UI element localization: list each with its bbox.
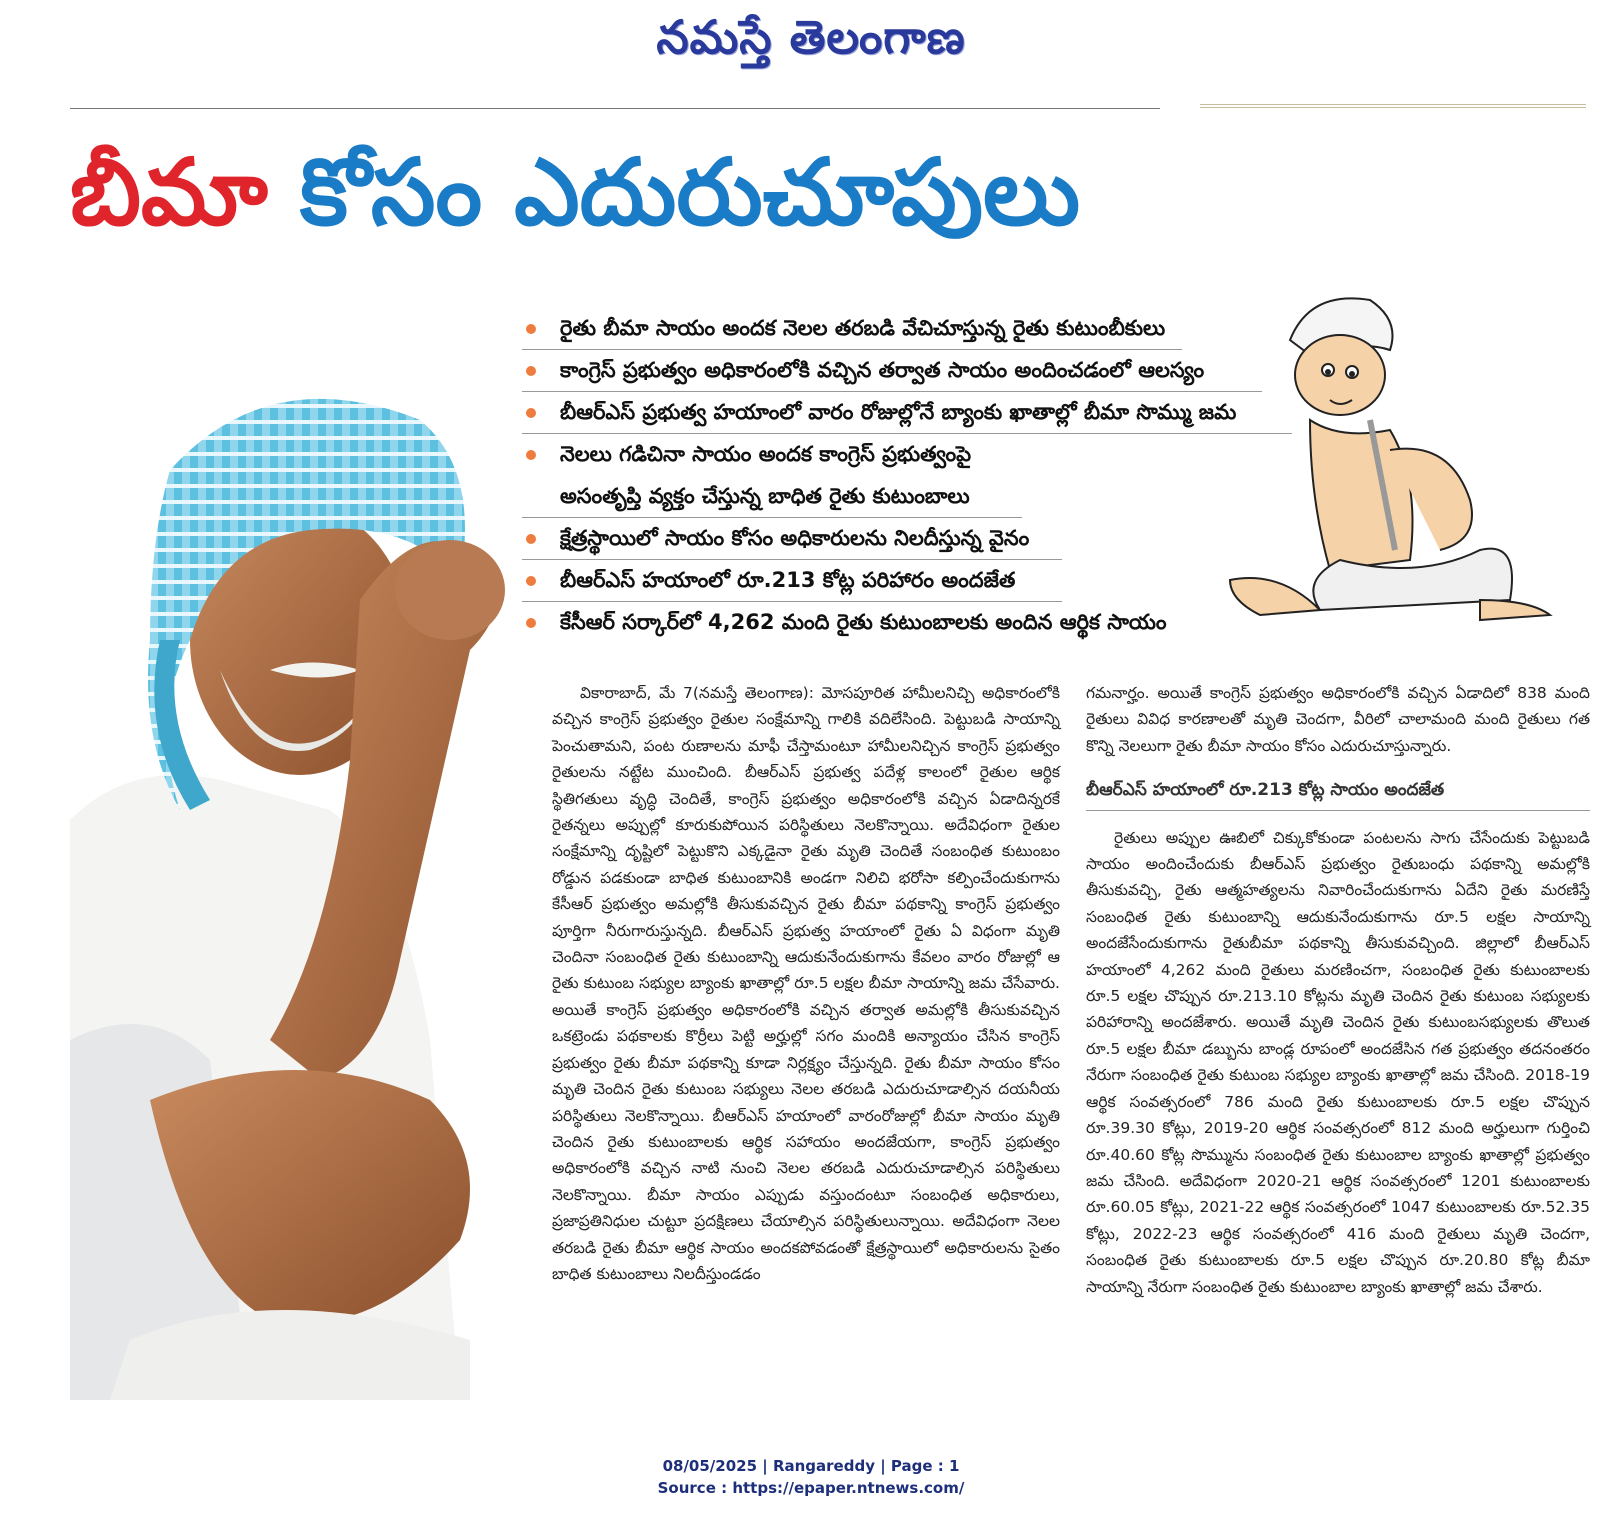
highlight-text: నెలలు గడిచినా సాయం అందక కాంగ్రెస్ ప్రభుత్వంపై (560, 442, 972, 466)
header-divider-right (1200, 104, 1586, 108)
headline-red: బీమా (70, 139, 268, 246)
headline (70, 128, 1590, 258)
article-paragraph: రైతులు అప్పుల ఊబిలో చిక్కుకోకుండా పంటలను సాగు చేసేందుకు పెట్టుబడి సాయం అందించేందుకు బీఆర్ఎస్ ప్రభుత్వం రైతుబంధు పథకాన్ని అమల్లోకి తీసుకువచ్చి, రైతు ఆత్మహత్యలను నివారించేందుకుగాను ఏదేని రైతు మరణిస్తే సంబంధిత రైతు కుటుంబాన్ని ఆదుకునేందుకుగాను రూ.5 లక్షల సాయాన్ని అందజేసేందుకుగాను రైతుబీమా పథకాన్ని తీసుకువచ్చింది. జిల్లాలో బీఆర్ఎస్ హయాంలో 4,262 మంది రైతులు మరణించగా, సంబంధిత రైతు కుటుంబాలకు రూ.5 లక్షల చొప్పున రూ.213.10 కోట్లను మృతి చెందిన రైతు కుటుంబ సభ్యులకు పరిహారాన్ని అందజేశారు. అయితే మృతి చెందిన రైతు కుటుంబసభ్యులకు తొలుత రూ.5 లక్షల బీమా డబ్బును బాండ్ల రూపంలో అందజేసిన గత ప్రభుత్వం తదనంతరం నేరుగా సంబంధిత రైతు కుటుంబ సభ్యుల బ్యాంకు ఖాతాల్లో జమ చేసింది. 2018-19 ఆర్థిక సంవత్సరంలో 786 మంది రైతు కుటుంబాలకు రూ.5 లక్షల చొప్పున రూ.39.30 కోట్లు, 2019-20 ఆర్థిక సంవత్సరంలో 812 మంది అర్హులుగా గుర్తించి రూ.40.60 కోట్ల సొమ్మును సంబంధిత రైతు కుటుంబాల బ్యాంకు ఖాతాల్లో ప్రభుత్వం జమ చేసింది. అదేవిధంగా 2020-21 ఆర్థిక సంవత్సరంలో 1201 కుటుంబాలకు రూ.60.05 కోట్లు, 2021-22 ఆర్థిక సంవత్సరంలో 1047 కుటుంబాలకు రూ.52.35 కోట్లు, 2022-23 ఆర్థిక సంవత్సరంలో 416 మంది రైతులు మృతి చెందగా, సంబంధిత రైతు కుటుంబాలకు రూ.5 లక్షల చొప్పున రూ.20.80 కోట్ల బీమా సాయాన్ని నేరుగా సంబంధిత రైతు కుటుంబాల బ్యాంకు ఖాతాల్లో జమ చేశారు. (1086, 828, 1590, 1296)
highlight-item (522, 350, 1300, 392)
highlight-text: అసంతృప్తి వ్యక్తం చేస్తున్న బాధిత రైతు కుటుంబాలు (560, 484, 970, 508)
article-column-2 (1086, 680, 1590, 1300)
article-paragraph: గమనార్హం. అయితే కాంగ్రెస్ ప్రభుత్వం అధికారంలోకి వచ్చిన ఏడాదిలో 838 మంది రైతులు వివిధ కారణాలతో మృతి చెందగా, వీరిలో చాలామంది మంది రైతులు గత కొన్ని నెలలుగా రైతు బీమా సాయం కోసం ఎదురుచూస్తున్నారు. (1086, 684, 1590, 755)
highlight-item (522, 434, 1060, 476)
highlight-item (522, 518, 1100, 560)
farmer-cartoon (1220, 280, 1560, 650)
highlight-item-continued (522, 476, 1060, 518)
page-footer (0, 1455, 1622, 1499)
header-divider (70, 108, 1160, 109)
highlight-text: క్షేత్రస్థాయిలో సాయం కోసం అధికారులను నిలదీస్తున్న వైనం (560, 526, 1030, 550)
article-column-1 (552, 680, 1060, 1287)
highlight-text: బీఆర్ఎస్ ప్రభుత్వ హయాంలో వారం రోజుల్లోనే బ్యాంకు ఖాతాల్లో బీమా సొమ్ము జమ (560, 400, 1237, 424)
farmer-photo (70, 340, 550, 1400)
footer-edition-info: 08/05/2025 | Rangareddy | Page : 1 (662, 1457, 960, 1475)
bullet-dot-icon (526, 324, 536, 334)
headline-blue: కోసం ఎదురుచూపులు (299, 139, 1081, 246)
highlight-text: కేసీఆర్ సర్కార్‌లో 4,262 మంది రైతు కుటుంబాలకు అందిన ఆర్థిక సాయం (560, 610, 1167, 634)
highlight-item (522, 560, 1100, 602)
highlight-text: కాంగ్రెస్ ప్రభుత్వం అధికారంలోకి వచ్చిన తర్వాత సాయం అందించడంలో ఆలస్యం (560, 358, 1205, 382)
highlight-text: బీఆర్ఎస్ హయాంలో రూ.213 కోట్ల పరిహారం అందజేత (560, 568, 1016, 592)
masthead-logo: నమస్తే తెలంగాణ (656, 10, 966, 64)
highlight-item (522, 602, 1240, 644)
highlight-text: రైతు బీమా సాయం అందక నెలల తరబడి వేచిచూస్తున్న రైతు కుటుంబీకులు (560, 316, 1166, 340)
highlight-item (522, 392, 1330, 434)
highlight-item (522, 308, 1220, 350)
article-paragraph: వికారాబాద్, మే 7(నమస్తే తెలంగాణ): మోసపూరిత హామీలనిచ్చి అధికారంలోకి వచ్చిన కాంగ్రెస్ ప్రభుత్వం రైతుల సంక్షేమాన్ని గాలికి వదిలేసింది. పెట్టుబడి సాయాన్ని పెంచుతామని, పంట రుణాలను మాఫీ చేస్తామంటూ హామీలనిచ్చిన కాంగ్రెస్ ప్రభుత్వం రైతులను నట్టేట ముంచింది. బీఆర్ఎస్ ప్రభుత్వ పదేళ్ల కాలంలో రైతుల ఆర్థిక స్థితిగతులు వృద్ధి చెందితే, కాంగ్రెస్ ప్రభుత్వం అధికారంలోకి వచ్చిన ఏడాదిన్నరకే రైతన్నలు అప్పుల్లో కూరుకుపోయిన పరిస్థితులు నెలకొన్నాయి. అదేవిధంగా రైతుల సంక్షేమాన్ని దృష్టిలో పెట్టుకొని ఎక్కడైనా రైతు మృతి చెందితే సంబంధిత కుటుంబం రోడ్డున పడకుండా బాధిత కుటుంబానికి అండగా నిలిచి భరోసా కల్పించేందుకుగాను కేసీఆర్ ప్రభుత్వం అమల్లోకి తీసుకువచ్చిన రైతు బీమా పథకాన్ని కాంగ్రెస్ ప్రభుత్వం పూర్తిగా నీరుగారుస్తున్నది. బీఆర్ఎస్ ప్రభుత్వ హయాంలో రైతు ఏ విధంగా మృతి చెందినా సంబంధిత రైతు కుటుంబాన్ని ఆదుకునేందుకుగాను కేవలం వారం రోజుల్లో ఆ రైతు కుటుంబ సభ్యుల బ్యాంకు ఖాతాల్లో రూ.5 లక్షల బీమా సాయాన్ని జమ చేసేవారు. అయితే కాంగ్రెస్ ప్రభుత్వం అధికారంలోకి వచ్చిన తర్వాత అమల్లోకి తీసుకువచ్చిన ఒకట్రెండు పథకాలకు కొర్రీలు పెట్టి అర్హుల్లో సగం మందికి అన్యాయం చేసిన కాంగ్రెస్ ప్రభుత్వం రైతు బీమా పథకాన్ని కూడా నిర్లక్ష్యం చేస్తున్నది. రైతు బీమా సాయం కోసం మృతి చెందిన రైతు కుటుంబ సభ్యులు నెలల తరబడి ఎదురుచూడాల్సిన దయనీయ పరిస్థితులు నెలకొన్నాయి. బీఆర్ఎస్ హయాంలో వారంరోజుల్లో బీమా సాయం మృతి చెందిన రైతు కుటుంబాలకు ఆర్థిక సహాయం అందజేయగా, కాంగ్రెస్ ప్రభుత్వం అధికారంలోకి వచ్చిన నాటి నుంచి నెలల తరబడి ఎదురుచూడాల్సిన పరిస్థితులు నెలకొన్నాయి. బీమా సాయం ఎప్పుడు వస్తుందంటూ సంబంధిత అధికారులు, ప్రజాప్రతినిధుల చుట్టూ ప్రదక్షిణలు చేయాల్సిన పరిస్థితులున్నాయి. అదేవిధంగా నెలల తరబడి రైతు బీమా ఆర్థిక సాయం అందకపోవడంతో క్షేత్రస్థాయిలో అధికారులను సైతం బాధిత కుటుంబాలు నిలదీస్తుండడం (552, 684, 1060, 1283)
highlights-list (522, 308, 1322, 644)
article-subheading: బీఆర్ఎస్ హయాంలో రూ.213 కోట్ల సాయం అందజేత (1086, 767, 1590, 810)
footer-source-link[interactable]: Source : https://epaper.ntnews.com/ (657, 1479, 965, 1497)
